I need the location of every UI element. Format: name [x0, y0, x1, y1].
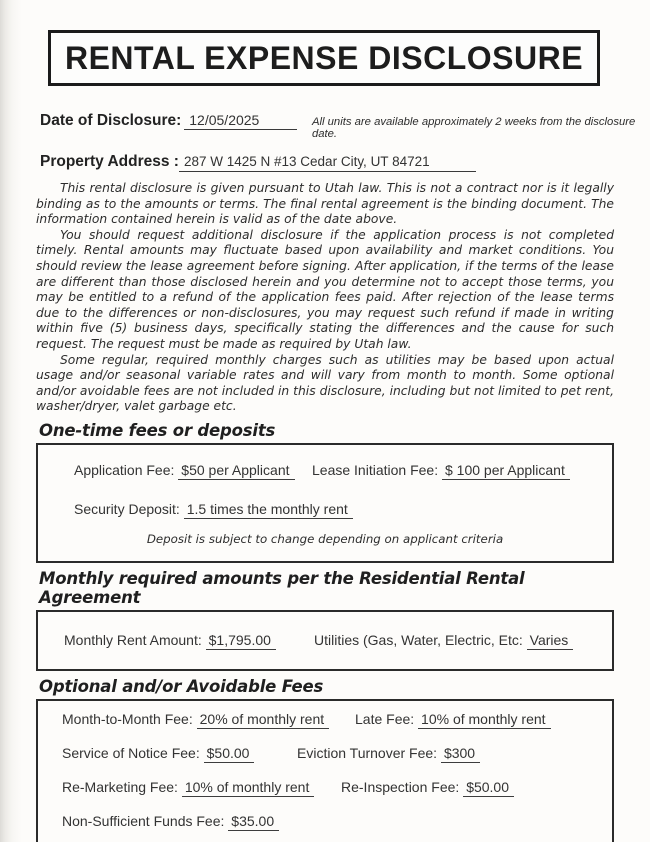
security-deposit-value: 1.5 times the monthly rent — [184, 501, 353, 519]
document-title-box — [48, 30, 600, 86]
property-address-label: Property Address : — [40, 153, 179, 170]
property-address-row — [40, 153, 650, 172]
monthly-amounts-heading: Monthly required amounts per the Residential Rental Agreement — [36, 569, 614, 612]
optional-fees-row-2 — [38, 745, 612, 761]
re-inspection-fee-label: Re-Inspection Fee: — [341, 778, 460, 795]
non-sufficient-funds-fee — [62, 813, 279, 829]
availability-note: All units are available approximately 2 weeks from the disclosure date. — [311, 116, 636, 140]
monthly-rent — [64, 632, 314, 648]
one-time-fees-heading: One-time fees or deposits — [36, 421, 614, 445]
optional-fees-box — [36, 701, 614, 842]
date-of-disclosure-row — [40, 112, 650, 140]
re-marketing-fee — [62, 778, 310, 795]
document-meta — [40, 112, 650, 172]
property-address-value: 287 W 1425 N #13 Cedar City, UT 84721 — [179, 154, 476, 172]
date-of-disclosure-label: Date of Disclosure: — [40, 112, 182, 129]
utilities-value: Varies — [527, 632, 574, 650]
application-fee-label: Application Fee: — [74, 461, 175, 478]
disclosure-paragraph-1: This rental disclosure is given pursuant to Utah law. This is not a contract nor is it legally binding as to the amounts or terms. The final rental agreement is the binding document. The information contained herein is valid as of the date above. — [36, 181, 614, 227]
eviction-turnover-fee — [297, 745, 480, 761]
utilities-label: Utilities (Gas, Water, Electric, Etc: — [314, 631, 523, 648]
eviction-turnover-fee-value: $300 — [441, 745, 480, 763]
monthly-rent-label: Monthly Rent Amount: — [64, 631, 202, 648]
re-inspection-fee-value: $50.00 — [463, 779, 514, 797]
non-sufficient-funds-fee-label: Non-Sufficient Funds Fee: — [62, 812, 225, 829]
month-to-month-fee-value: 20% of monthly rent — [197, 711, 330, 729]
lease-initiation-fee — [312, 462, 570, 478]
eviction-turnover-fee-label: Eviction Turnover Fee: — [297, 744, 438, 761]
one-time-fees-row-2 — [38, 501, 612, 517]
one-time-fees-box — [36, 445, 614, 563]
service-of-notice-fee-label: Service of Notice Fee: — [62, 744, 200, 761]
late-fee-label: Late Fee: — [355, 710, 415, 727]
service-of-notice-fee-value: $50.00 — [204, 745, 255, 763]
disclosure-body — [36, 181, 614, 415]
security-deposit-label: Security Deposit: — [74, 500, 180, 517]
lease-initiation-fee-value: $ 100 per Applicant — [442, 462, 570, 480]
re-marketing-fee-label: Re-Marketing Fee: — [62, 778, 178, 795]
month-to-month-fee-label: Month-to-Month Fee: — [62, 710, 193, 727]
application-fee — [74, 462, 312, 478]
monthly-amounts-row-1 — [38, 632, 612, 648]
monthly-amounts-box — [36, 612, 614, 671]
optional-fees-row-1 — [38, 711, 612, 727]
non-sufficient-funds-fee-value: $35.00 — [228, 813, 279, 831]
document-title: RENTAL EXPENSE DISCLOSURE — [64, 39, 584, 76]
service-of-notice-fee — [62, 745, 297, 761]
lease-initiation-fee-label: Lease Initiation Fee: — [312, 461, 439, 478]
utilities — [314, 632, 573, 648]
late-fee-value: 10% of monthly rent — [418, 711, 551, 729]
deposit-note: Deposit is subject to change depending on applicant criteria — [146, 531, 504, 546]
disclosure-paragraph-2: You should request additional disclosure if the application process is not completed timely. Rental amounts may fluctuate based upon availability and market conditions. You should review the lease agreement before signing. After application, if the terms of the lease are different than those disclosed herein and you determine not to accept those terms, you may be entitled to a refund of the application fees paid. After rejection of the lease terms due to the differences or non-disclosures, you may request such refund if made in writing within five (5) business days, specifically stating the differences and the cause for such request. The request must be made as required by Utah law. — [36, 227, 614, 351]
application-fee-value: $50 per Applicant — [178, 462, 294, 480]
monthly-rent-value: $1,795.00 — [206, 632, 276, 650]
re-inspection-fee — [341, 779, 514, 795]
security-deposit — [74, 501, 353, 517]
one-time-fees-row-1 — [38, 462, 612, 478]
disclosure-paragraph-3: Some regular, required monthly charges such as utilities may be based upon actual usage and/or seasonal variable rates and will vary from month to month. Some optional and/or avoidable fees are not included in this disclosure, including but not limited to pet rent, washer/dryer, valet garbage etc. — [36, 352, 614, 414]
month-to-month-fee — [62, 710, 325, 727]
optional-fees-heading: Optional and/or Avoidable Fees — [36, 677, 614, 701]
late-fee — [355, 711, 551, 727]
date-of-disclosure-value: 12/05/2025 — [184, 112, 297, 130]
re-marketing-fee-value: 10% of monthly rent — [182, 779, 315, 797]
optional-fees-row-4 — [38, 813, 612, 829]
optional-fees-row-3 — [38, 779, 612, 795]
